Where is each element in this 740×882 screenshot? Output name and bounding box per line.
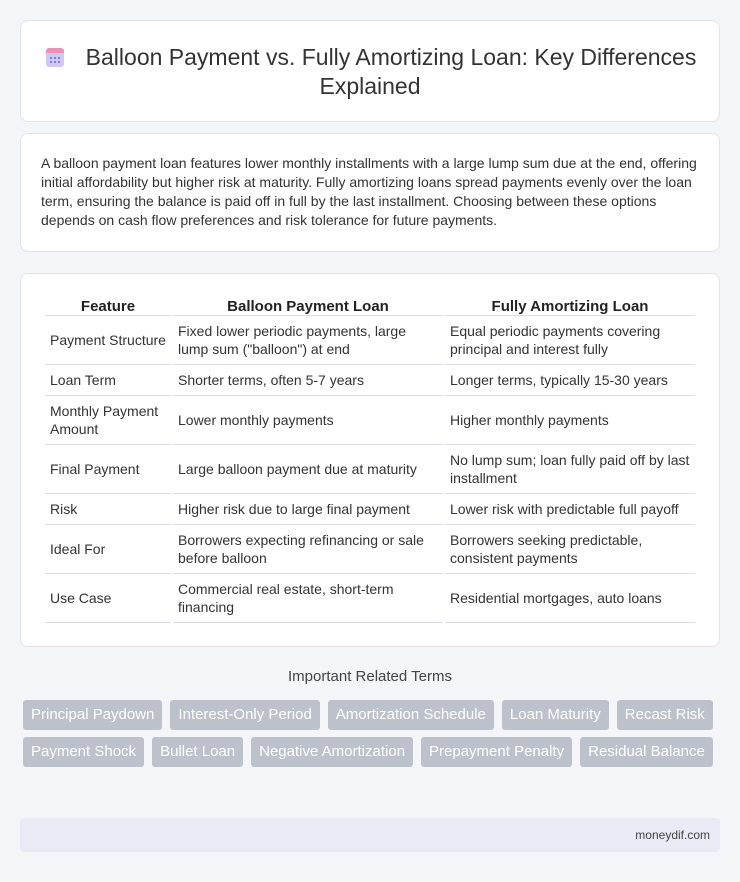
page-title: [21, 43, 719, 101]
balloon-cell: Higher risk due to large final payment: [173, 494, 443, 525]
balloon-cell: Fixed lower periodic payments, large lump sum ("balloon") at end: [173, 316, 443, 365]
feature-cell: Loan Term: [45, 365, 171, 396]
feature-cell: Monthly Payment Amount: [45, 396, 171, 445]
table-row: [45, 574, 695, 623]
comparison-card: [20, 273, 720, 647]
tag-prepayment-penalty[interactable]: Prepayment Penalty: [421, 737, 572, 767]
balloon-cell: Shorter terms, often 5-7 years: [173, 365, 443, 396]
feature-cell: Ideal For: [45, 525, 171, 574]
intro-paragraph: A balloon payment loan features lower monthly installments with a large lump sum due at the end, offering initial affordability but higher risk at maturity. Fully amortizing loans spread payments evenly over the loan term, ensuring the balance is paid off in full by the last installment. Choosing between these options depends on cash flow preferences and risk tolerance for future payments.: [41, 155, 697, 228]
balloon-cell: Lower monthly payments: [173, 396, 443, 445]
amortizing-cell: No lump sum; loan fully paid off by last installment: [445, 445, 695, 494]
calendar-icon: [44, 46, 66, 68]
tag-loan-maturity[interactable]: Loan Maturity: [502, 700, 609, 730]
tag-recast-risk[interactable]: Recast Risk: [617, 700, 713, 730]
tag-principal-paydown[interactable]: Principal Paydown: [23, 700, 162, 730]
balloon-cell: Commercial real estate, short-term financing: [173, 574, 443, 623]
table-header-row: [45, 294, 695, 316]
page-title-text: Balloon Payment vs. Fully Amortizing Loan: Key Differences Explained: [85, 44, 697, 99]
feature-cell: Use Case: [45, 574, 171, 623]
amortizing-cell: Borrowers seeking predictable, consistent payments: [445, 525, 695, 574]
table-row: [45, 365, 695, 396]
tag-interest-only-period[interactable]: Interest-Only Period: [170, 700, 319, 730]
feature-cell: Risk: [45, 494, 171, 525]
tag-amortization-schedule[interactable]: Amortization Schedule: [328, 700, 494, 730]
balloon-cell: Large balloon payment due at maturity: [173, 445, 443, 494]
header-feature: Feature: [45, 294, 171, 316]
feature-cell: Payment Structure: [45, 316, 171, 365]
intro-card: [20, 133, 720, 252]
related-terms-list: [23, 700, 723, 767]
tag-bullet-loan[interactable]: Bullet Loan: [152, 737, 243, 767]
feature-cell: Final Payment: [45, 445, 171, 494]
amortizing-cell: Equal periodic payments covering principal and interest fully: [445, 316, 695, 365]
amortizing-cell: Longer terms, typically 15-30 years: [445, 365, 695, 396]
comparison-table: [43, 294, 697, 623]
title-card: [20, 20, 720, 122]
table-row: [45, 494, 695, 525]
table-row: [45, 525, 695, 574]
table-row: [45, 445, 695, 494]
header-balloon: Balloon Payment Loan: [173, 294, 443, 316]
amortizing-cell: Residential mortgages, auto loans: [445, 574, 695, 623]
balloon-cell: Borrowers expecting refinancing or sale before balloon: [173, 525, 443, 574]
tag-negative-amortization[interactable]: Negative Amortization: [251, 737, 413, 767]
tag-residual-balance[interactable]: Residual Balance: [580, 737, 713, 767]
footer: [20, 818, 720, 852]
table-row: [45, 316, 695, 365]
amortizing-cell: Higher monthly payments: [445, 396, 695, 445]
footer-site[interactable]: moneydif.com: [635, 828, 710, 842]
table-row: [45, 396, 695, 445]
tag-payment-shock[interactable]: Payment Shock: [23, 737, 144, 767]
amortizing-cell: Lower risk with predictable full payoff: [445, 494, 695, 525]
related-terms-title: Important Related Terms: [288, 668, 452, 685]
header-amortizing: Fully Amortizing Loan: [445, 294, 695, 316]
